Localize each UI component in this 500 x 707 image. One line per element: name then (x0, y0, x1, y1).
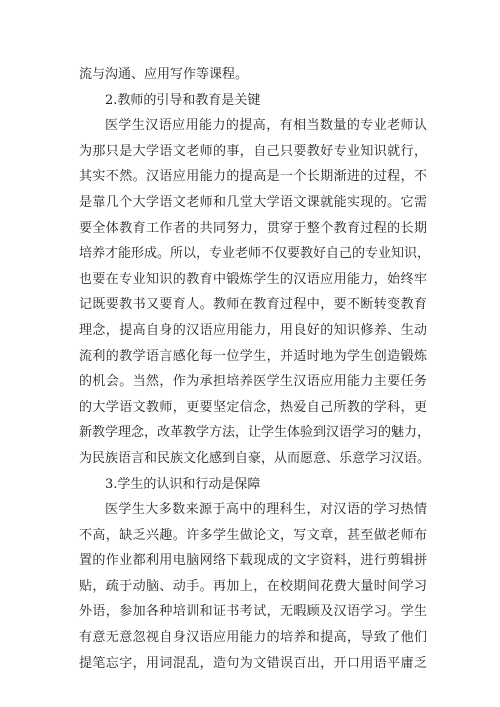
text-line: 其实不然。汉语应用能力的提高是一个长期渐进的过程，不 (79, 169, 427, 185)
text-line: 的大学语文教师，更要坚定信念，热爱自己所教的学科，更 (79, 399, 427, 415)
text-line: 也要在专业知识的教育中锻炼学生的汉语应用能力，始终牢 (79, 271, 427, 287)
document-body (79, 62, 431, 676)
text-line: 贴，疏于动脑、动手。再加上，在校期间花费大量时间学习 (79, 578, 427, 594)
text-line: 为那只是大学语文老师的事，自己只要教好专业知识就行， (79, 143, 427, 159)
text-line: 医学生大多数来源于高中的理科生，对汉语的学习热情 (105, 502, 427, 518)
text-line: 为民族语言和民族文化感到自豪，从而愿意、乐意学习汉语。 (79, 450, 431, 466)
text-line: 流利的教学语言感化每一位学生，并适时地为学生创造锻炼 (79, 348, 427, 364)
text-line: 外语，参加各种培训和证书考试，无暇顾及汉语学习。学生 (79, 604, 427, 620)
text-line: 提笔忘字，用词混乱，造句为文错误百出，开口用语平庸乏 (79, 655, 427, 671)
text-line: 理念，提高自身的汉语应用能力，用良好的知识修养、生动 (79, 322, 427, 338)
section-heading: 2.教师的引导和教育是关键 (105, 92, 261, 108)
text-line: 记既要教书又要育人。教师在教育过程中，要不断转变教育 (79, 297, 427, 313)
text-line: 新教学理念，改革教学方法，让学生体验到汉语学习的魅力， (79, 425, 431, 441)
text-line: 培养才能形成。所以，专业老师不仅要教好自己的专业知识， (79, 246, 431, 262)
section-heading: 3.学生的认识和行动是保障 (105, 476, 261, 492)
text-line: 不高，缺乏兴趣。许多学生做论文，写文章，甚至做老师布 (79, 527, 427, 543)
text-line: 有意无意忽视自身汉语应用能力的培养和提高，导致了他们 (79, 630, 427, 646)
text-line: 是靠几个大学语文老师和几堂大学语文课就能实现的。它需 (79, 194, 427, 210)
text-line: 流与沟通、应用写作等课程。 (79, 67, 249, 82)
text-line: 的机会。当然，作为承担培养医学生汉语应用能力主要任务 (79, 374, 427, 390)
text-line: 置的作业都利用电脑网络下载现成的文字资料，进行剪辑拼 (79, 553, 427, 569)
text-line: 要全体教育工作者的共同努力，贯穿于整个教育过程的长期 (79, 220, 427, 236)
text-line: 医学生汉语应用能力的提高，有相当数量的专业老师认 (105, 118, 427, 134)
